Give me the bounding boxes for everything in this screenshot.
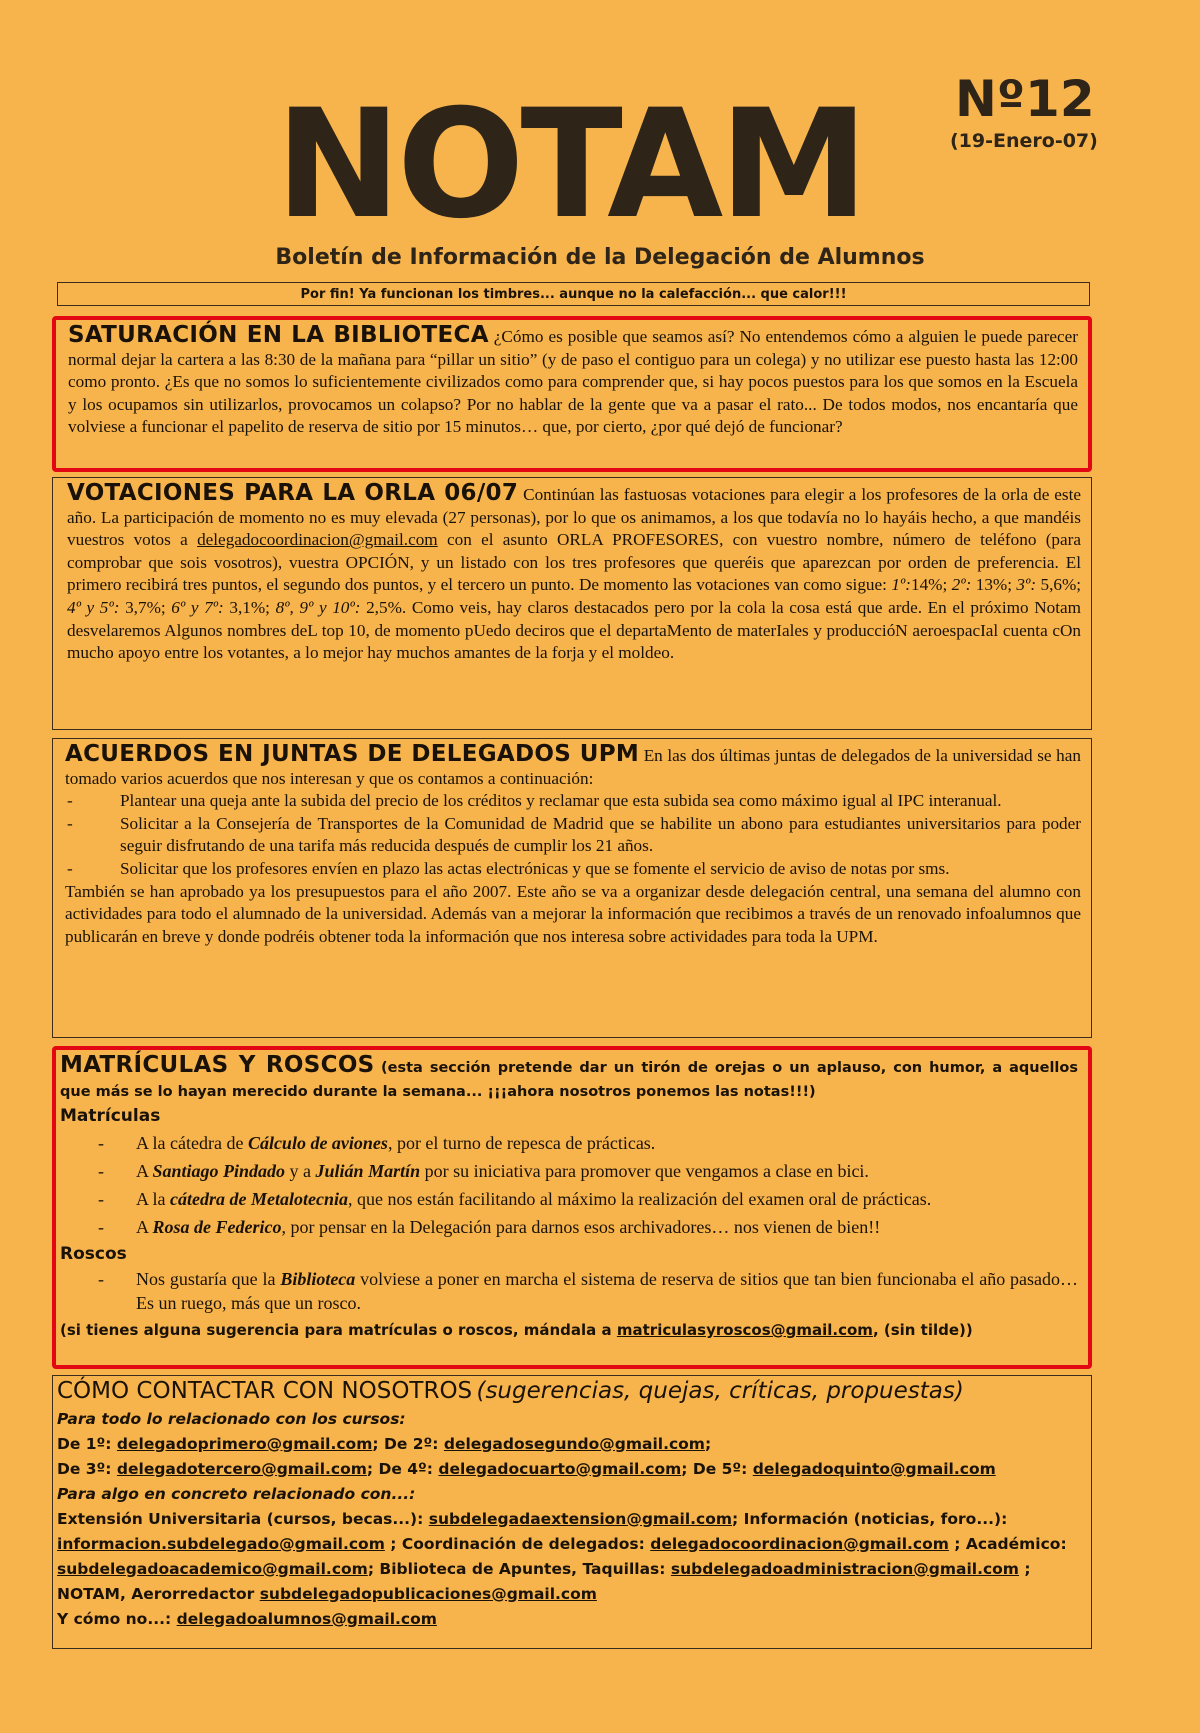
list-item	[60, 1129, 1078, 1157]
section-body-2: con el asunto ORLA PROFESORES, con vuestro nombre, número de teléfono (para comprobar que sois vosotros), vuestra OPCIÓN, y un listado con los tres profesores que queréis que aparezcan por orden de preferencia. El primero recibirá tres puntos, el segundo dos puntos, y el tercero un punto. De momento las votaciones van como sigue:	[67, 530, 1082, 595]
item-text: A	[136, 1161, 149, 1181]
masthead	[0, 60, 1200, 280]
contact-label: De 1º:	[57, 1434, 112, 1453]
contact-label: ; De 5º:	[681, 1459, 748, 1478]
section-heading: MATRÍCULAS Y ROSCOS	[60, 1052, 375, 1078]
email-link[interactable]: delegadocuarto@gmail.com	[438, 1459, 682, 1478]
newsletter-subtitle: Boletín de Información de la Delegación de Alumnos	[275, 245, 925, 270]
item-highlight: Cálculo de aviones	[247, 1133, 388, 1153]
tagline-banner: Por fin! Ya funcionan los timbres... aunque no la calefacción... que calor!!!	[57, 282, 1090, 306]
roscos-list	[60, 1267, 1078, 1315]
section-acuerdos	[52, 738, 1092, 1038]
email-link[interactable]: delegadocoordinacion@gmail.com	[650, 1534, 949, 1553]
contact-label: ; De 2º:	[372, 1434, 439, 1453]
contact-line	[57, 1607, 1081, 1632]
email-link[interactable]: subdelegadoadministracion@gmail.com	[670, 1559, 1019, 1578]
section-heading: SATURACIÓN EN LA BIBLIOTECA	[68, 322, 489, 348]
cursos-label: Para todo lo relacionado con los cursos:	[57, 1409, 406, 1428]
section-body-1: Continúan las fastuosas votaciones para elegir a los profesores de la orla de este año. La participación de momento no es muy elevada (27 personas), por lo que os animamos, a los que todavía no lo hayáis hecho, a que mandéis vuestros votos a	[67, 485, 1081, 550]
section-body: ¿Cómo es posible que seamos así? No entendemos cómo a alguien le puede parecer normal dejar la cartera a las 8:30 de la mañana para “pillar un sitio” (y de paso el contiguo para un colega) y no utilizar ese puesto hasta las 12:00 como pronto. ¿Es que no somos lo suficientemente civilizados como para comprender que, si hay pocos puestos para los que somos en la Escuela y los ocupamos sin utilizarlos, provocamos un colapso? Por no hablar de la gente que va a pasar el rato... De todos modos, nos encantaría que volviese a funcionar el papelito de reserva de sitio por 15 minutos… que, por cierto, ¿por qué dejó de funcionar?	[68, 327, 1078, 437]
item-text: por su iniciativa para promover que vengamos a clase en bici.	[424, 1161, 869, 1181]
list-item	[60, 1185, 1078, 1213]
email-link[interactable]: delegadotercero@gmail.com	[116, 1459, 367, 1478]
agreements-list	[65, 790, 1081, 880]
contact-label: De 3º:	[57, 1459, 112, 1478]
section-heading: ACUERDOS EN JUNTAS DE DELEGADOS UPM	[65, 741, 640, 767]
contact-label: ; NOTAM, Aerorredactor	[57, 1559, 1031, 1603]
section-heading: VOTACIONES PARA LA ORLA 06/07	[67, 480, 519, 506]
contact-label: ; Información (noticias, foro...):	[732, 1509, 1008, 1528]
issue-date: (19-Enero-07)	[950, 130, 1098, 152]
item-text: A	[136, 1217, 149, 1237]
contact-block: Extensión Universitaria (cursos, becas...): subdelegadaextension@gmail.com; Información (noticias, foro...): informacion.subdelegado@gmail.com ; Coordinación de delegados: delegadocoordinacion@gmail.com ; Académico: subdelegadoacademico@gmail.com; Biblioteca de Apuntes, Taquillas: subdelegadoadministracion@gmail.com ; NOTAM, Aerorredactor subdelegadopublicaciones@gmail.com	[57, 1509, 1067, 1603]
item-highlight: cátedra de Metalotecnia	[170, 1189, 348, 1209]
contact-label: ; Coordinación de delegados:	[390, 1534, 645, 1553]
list-item	[60, 1267, 1078, 1315]
section-matriculas-roscos	[52, 1046, 1092, 1369]
rank-value: 3,7%;	[125, 597, 166, 617]
matriculas-title: Matrículas	[60, 1106, 161, 1126]
rank-value: 14%;	[910, 575, 948, 595]
section-outro: También se han aprobado ya los presupuestos para el año 2007. Este año se va a organizar desde delegación central, una semana del alumno con actividades para todo el alumnado de la universidad. Además van a mejorar la información que recibimos a través de un renovado infoalumnos que publicarán en breve y donde podréis obtener toda la información que nos interesa sobre actividades para toda la UPM.	[65, 881, 1081, 946]
contact-line	[57, 1457, 1081, 1482]
email-link-coordinacion[interactable]: delegadocoordinacion@gmail.com	[197, 530, 438, 550]
email-link-matriculas[interactable]: matriculasyroscos@gmail.com	[616, 1321, 873, 1339]
issue-number: Nº12	[955, 70, 1095, 128]
rank-label: 2º:	[951, 575, 972, 595]
section-intro: En las dos últimas juntas de delegados de la universidad se han tomado varios acuerdos que nos interesan y que os contamos a continuación:	[65, 746, 1081, 788]
item-text: A la cátedra de	[136, 1133, 244, 1153]
item-text: y a	[289, 1161, 312, 1181]
contact-label: ; Biblioteca de Apuntes, Taquillas:	[367, 1559, 666, 1578]
section-heading-sub: (sugerencias, quejas, críticas, propuestas)	[476, 1378, 964, 1404]
item-text: , que nos están facilitando al máximo la realización del examen oral de prácticas.	[347, 1189, 932, 1209]
section-contacto	[52, 1375, 1092, 1649]
section-heading: CÓMO CONTACTAR CON NOSOTROS	[57, 1378, 473, 1404]
item-text: volviese a poner en marcha el sistema de reserva de sitios que tan bien funcionaba el año pasado… Es un ruego, más que un rosco.	[136, 1269, 1079, 1313]
email-link[interactable]: delegadoprimero@gmail.com	[116, 1434, 373, 1453]
rank-label: 6º y 7º:	[171, 597, 224, 617]
rank-value: 13%;	[975, 575, 1013, 595]
footer-text: (si tienes alguna sugerencia para matrículas o roscos, mándala a	[60, 1321, 612, 1339]
contact-label: Y cómo no...:	[57, 1609, 172, 1628]
list-item	[60, 1157, 1078, 1185]
rank-value: 5,6%;	[1040, 575, 1082, 595]
email-link[interactable]: subdelegadopublicaciones@gmail.com	[259, 1584, 597, 1603]
list-item: - Solicitar a la Consejería de Transportes de la Comunidad de Madrid que se habilite un abono para estudiantes universitarios para poder seguir disfrutando de una tarifa más reducida después de cumplir los 21 años.	[65, 813, 1081, 858]
item-highlight: Santiago Pindado	[152, 1161, 286, 1181]
contact-label: ; De 4º:	[366, 1459, 434, 1478]
roscos-title: Roscos	[60, 1244, 127, 1264]
rank-label: 1º:	[891, 575, 911, 595]
item-highlight: Biblioteca	[280, 1269, 356, 1289]
section-saturacion	[52, 316, 1092, 472]
list-item	[60, 1213, 1078, 1241]
contact-label: Extensión Universitaria (cursos, becas...):	[57, 1509, 424, 1528]
list-item: - Plantear una queja ante la subida del precio de los créditos y reclamar que esta subida sea como máximo igual al IPC interanual.	[65, 790, 1081, 813]
concreto-label: Para algo en concreto relacionado con...:	[57, 1484, 416, 1503]
rank-label: 3º:	[1016, 575, 1037, 595]
contact-line: De 1º: delegadoprimero@gmail.com; De 2º: delegadosegundo@gmail.com;	[57, 1434, 712, 1453]
item-highlight: Rosa de Federico	[152, 1217, 282, 1237]
contact-label: Académico:	[965, 1534, 1067, 1553]
rank-value: 2,5%.	[366, 597, 407, 617]
email-link[interactable]: delegadoquinto@gmail.com	[752, 1459, 996, 1478]
section-note: (esta sección pretende dar un tirón de orejas o un aplauso, con humor, a aquellos que más se lo hayan merecido durante la semana... ¡¡¡ahora nosotros ponemos las notas!!!)	[60, 1060, 1078, 1100]
matriculas-list	[60, 1129, 1078, 1241]
list-item: - Solicitar que los profesores envíen en plazo las actas electrónicas y que se fomente el servicio de aviso de notas por sms.	[65, 858, 1081, 881]
newsletter-title: NOTAM	[275, 78, 865, 252]
rank-label: 4º y 5º:	[67, 597, 120, 617]
item-text: , por el turno de repesca de prácticas.	[387, 1133, 656, 1153]
email-link[interactable]: delegadoalumnos@gmail.com	[176, 1609, 437, 1628]
section-votaciones	[52, 477, 1092, 730]
footer-text: , (sin tilde))	[872, 1321, 973, 1339]
item-text: , por pensar en la Delegación para darnos esos archivadores… nos vienen de bien!!	[281, 1217, 881, 1237]
item-text: Nos gustaría que la	[136, 1269, 276, 1289]
section-footer	[60, 1319, 1078, 1341]
item-highlight: Julián Martín	[315, 1161, 421, 1181]
email-link[interactable]: delegadosegundo@gmail.com	[443, 1434, 705, 1453]
item-text: A la	[136, 1189, 166, 1209]
rank-value: 3,1%;	[229, 597, 270, 617]
email-link[interactable]: subdelegadaextension@gmail.com	[428, 1509, 733, 1528]
email-link[interactable]: informacion.subdelegado@gmail.com	[57, 1534, 385, 1553]
section-body-3: Como veis, hay claros destacados pero por la cola la cosa está que arde. En el próximo Notam desvelaremos Algunos nombres deL top 10, de momento pUedo deciros que el departaMento de materIales y produccióN aeroespacIal cuenta cOn mucho apoyo entre los votantes, a lo mejor hay muchos amantes de la forja y el moldeo.	[67, 597, 1082, 663]
rank-label: 8º, 9º y 10º:	[275, 597, 361, 617]
email-link[interactable]: subdelegadoacademico@gmail.com	[57, 1559, 368, 1578]
